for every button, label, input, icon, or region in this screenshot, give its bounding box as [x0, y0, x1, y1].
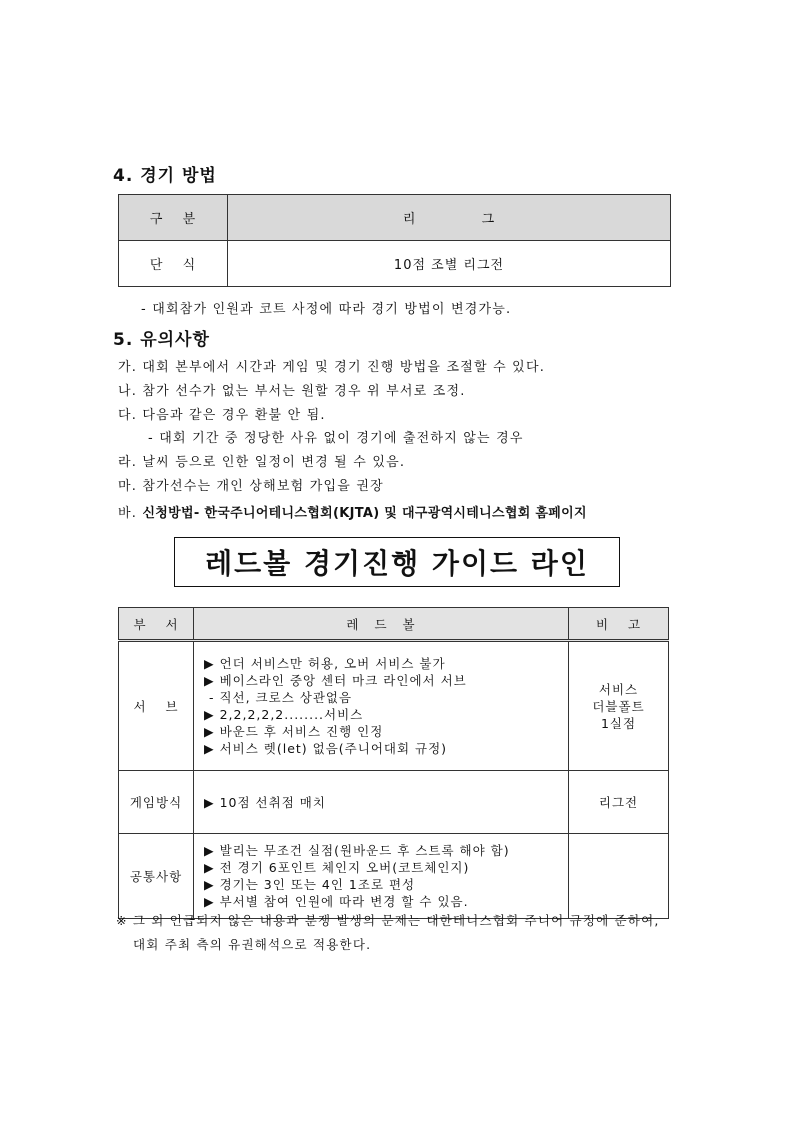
row-game-remarks: 리그전	[569, 771, 669, 834]
header-league: 리 그	[228, 195, 671, 241]
remark-line: 1실점	[600, 715, 637, 731]
notice-item-6	[118, 502, 587, 521]
table-header-row	[119, 195, 671, 241]
redball-guide-table	[118, 607, 669, 919]
notice-item-2: 나. 참가 선수가 없는 부서는 원할 경우 위 부서로 조정.	[118, 384, 466, 399]
rule-line: - 직선, 크로스 상관없음	[204, 690, 353, 705]
table-row	[119, 641, 669, 771]
row-common-label: 공통사항	[119, 834, 194, 919]
rule-line: ▶ 경기는 3인 또는 4인 1조로 편성	[204, 877, 416, 892]
section-4-heading: 4. 경기 방법	[113, 166, 217, 186]
cell-league-format: 10점 조별 리그전	[228, 241, 671, 287]
row-common-rules	[194, 834, 569, 919]
rule-line: ▶ 언더 서비스만 허용, 오버 서비스 불가	[204, 656, 446, 671]
application-method: 신청방법- 한국주니어테니스협회(KJTA) 및 대구광역시테니스협회 홈페이지	[142, 506, 587, 521]
match-method-table	[118, 194, 671, 287]
notice-item-3-sub: - 대회 기간 중 정당한 사유 없이 경기에 출전하지 않는 경우	[148, 431, 524, 446]
notice-item-6-prefix: 바.	[118, 506, 143, 521]
notice-item-4: 라. 날씨 등으로 인한 일정이 변경 될 수 있음.	[118, 455, 406, 470]
rule-line: ▶ 바운드 후 서비스 진행 인정	[204, 724, 384, 739]
section-5-heading: 5. 유의사항	[113, 330, 210, 350]
remark-line: 서비스	[598, 681, 639, 697]
row-serve-rules	[194, 641, 569, 771]
notice-item-1: 가. 대회 본부에서 시간과 게임 및 경기 진행 방법을 조절할 수 있다.	[118, 360, 546, 375]
header-redball: 레 드 볼	[194, 608, 569, 641]
row-serve-label: 서 브	[119, 641, 194, 771]
rule-line: ▶ 전 경기 6포인트 체인지 오버(코트체인지)	[204, 860, 470, 875]
header-remarks: 비 고	[569, 608, 669, 641]
guide-header-row	[119, 608, 669, 641]
rule-line: ▶ 베이스라인 중앙 센터 마크 라인에서 서브	[204, 673, 467, 688]
header-division: 부 서	[119, 608, 194, 641]
notice-item-5: 마. 참가선수는 개인 상해보험 가입을 권장	[118, 479, 384, 494]
row-game-label: 게임방식	[119, 771, 194, 834]
cell-singles: 단 식	[119, 241, 228, 287]
row-game-rules	[194, 771, 569, 834]
footnote-line-1: ※ 그 외 언급되지 않은 내용과 분쟁 발생의 문제는 대한테니스협회 주니어 규정에 준하여,	[116, 913, 660, 928]
guide-title: 레드볼 경기진행 가이드 라인	[174, 537, 620, 587]
footnote-line-2: 대회 주최 측의 유권해석으로 적용한다.	[133, 937, 372, 952]
row-serve-remarks	[569, 641, 669, 771]
table-row	[119, 241, 671, 287]
row-common-remarks	[569, 834, 669, 919]
remark-line: 더블폴트	[592, 698, 645, 714]
table-row	[119, 834, 669, 919]
header-category: 구 분	[119, 195, 228, 241]
notice-item-3: 다. 다음과 같은 경우 환불 안 됨.	[118, 408, 326, 423]
method-note: - 대회참가 인원과 코트 사정에 따라 경기 방법이 변경가능.	[141, 302, 512, 317]
rule-line: ▶ 발리는 무조건 실점(원바운드 후 스트록 해야 함)	[204, 843, 510, 858]
rule-line: ▶ 2,2,2,2,2........서비스	[204, 707, 364, 722]
rule-line: ▶ 10점 선취점 매치	[204, 794, 326, 810]
rule-line: ▶ 부서별 참여 인원에 따라 변경 할 수 있음.	[204, 894, 469, 909]
rule-line: ▶ 서비스 렛(let) 없음(주니어대회 규정)	[204, 741, 448, 756]
table-row	[119, 771, 669, 834]
